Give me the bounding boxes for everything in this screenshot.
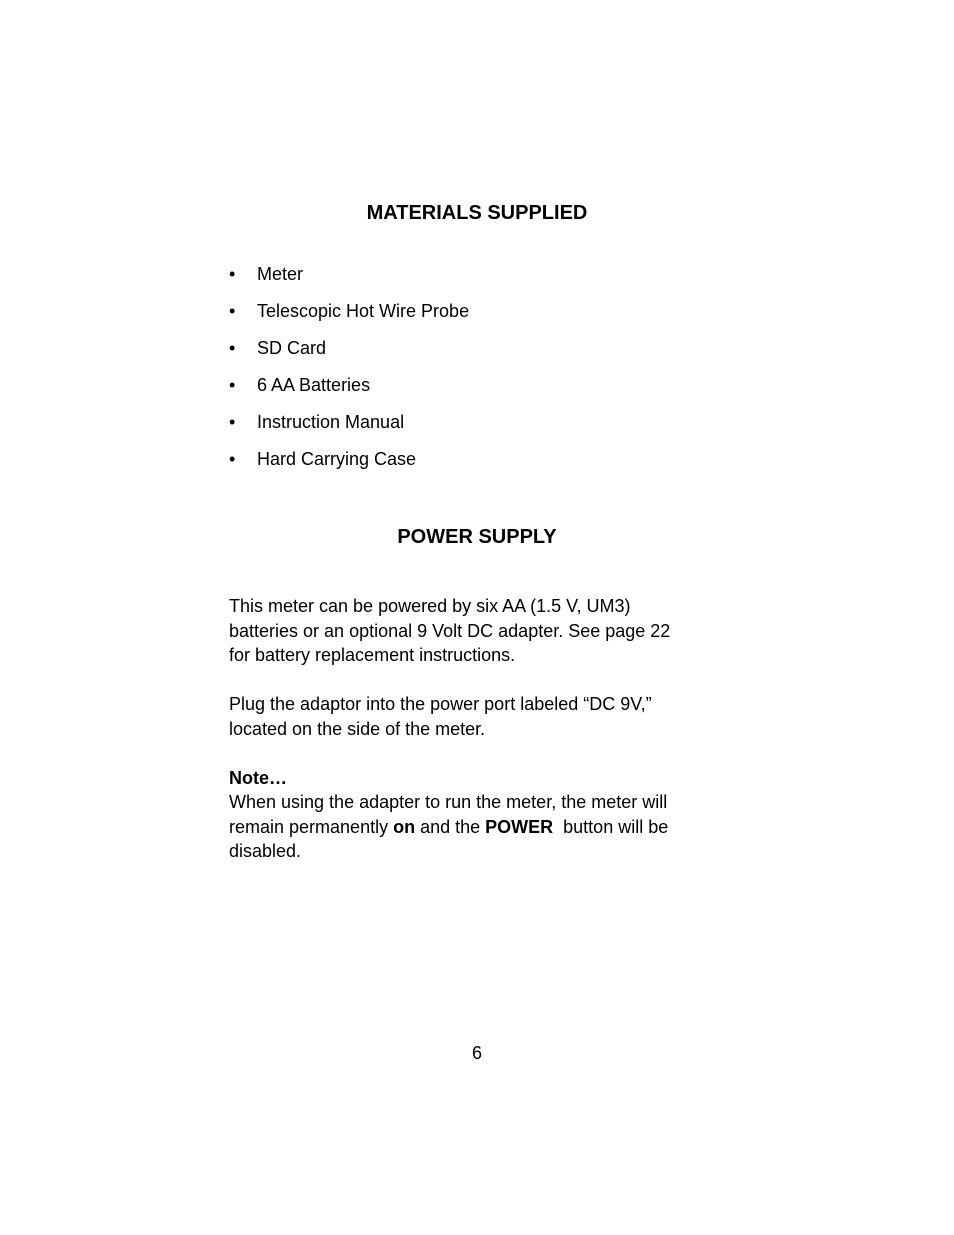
note-text: remain permanently — [229, 816, 394, 837]
list-item-text: 6 AA Batteries — [257, 375, 371, 395]
power-paragraph-batteries — [229, 594, 709, 668]
note-text: and the — [415, 816, 486, 837]
note-emphasis-on: on — [393, 816, 416, 837]
bullet-icon: • — [229, 449, 236, 469]
bullet-icon: • — [229, 301, 236, 321]
paragraph-line: for battery replacement instructions. — [229, 645, 516, 665]
paragraph-line: disabled. — [229, 841, 302, 861]
list-item-text: Meter — [257, 264, 304, 284]
list-item-text: Telescopic Hot Wire Probe — [257, 301, 470, 321]
paragraph-line: When using the adapter to run the meter, the meter will — [229, 792, 668, 812]
note-emphasis-power: POWER — [485, 816, 554, 837]
paragraph-line: This meter can be powered by six AA (1.5 V, UM3) — [229, 596, 631, 616]
list-item-text: SD Card — [257, 338, 327, 358]
list-item-text: Instruction Manual — [257, 412, 405, 432]
materials-supplied-heading: MATERIALS SUPPLIED — [366, 202, 588, 224]
bullet-icon: • — [229, 338, 236, 358]
note-text: button will be — [553, 816, 669, 837]
page-number: 6 — [471, 1043, 482, 1063]
note-label: Note… — [229, 768, 287, 788]
power-supply-heading: POWER SUPPLY — [397, 526, 557, 548]
paragraph-line: batteries or an optional 9 Volt DC adapter. See page 22 — [229, 620, 671, 641]
paragraph-line: located on the side of the meter. — [229, 718, 486, 739]
power-paragraph-adaptor — [229, 692, 709, 741]
note-body — [229, 790, 709, 864]
bullet-icon: • — [229, 412, 236, 432]
paragraph-line: Plug the adaptor into the power port labeled “DC 9V,” — [229, 694, 652, 714]
bullet-icon: • — [229, 375, 236, 395]
bullet-icon: • — [229, 264, 236, 284]
list-item-text: Hard Carrying Case — [257, 449, 417, 469]
paragraph-line — [229, 815, 709, 840]
